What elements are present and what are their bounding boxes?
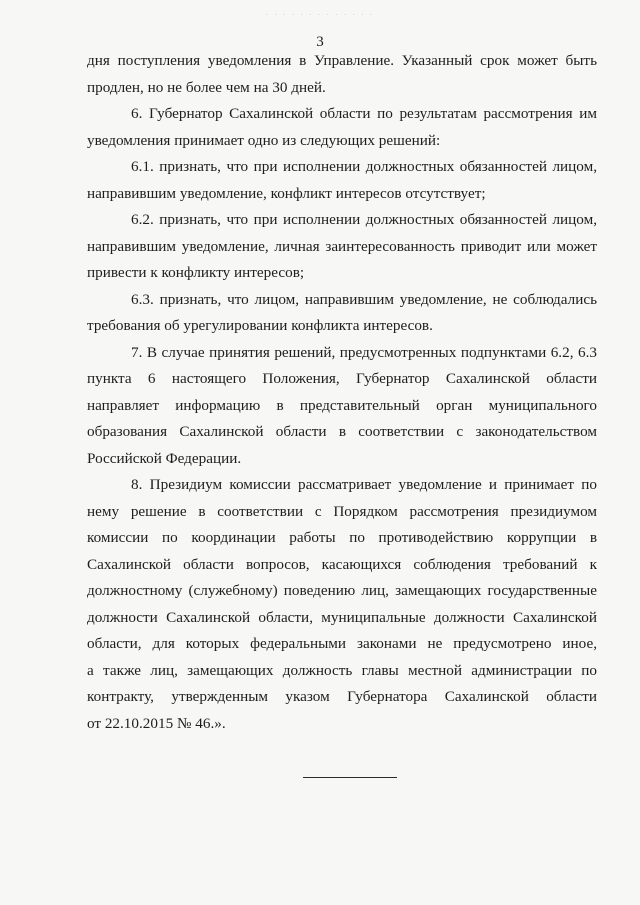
text-line: 8. Президиум комиссии рассматривает уведомление и принимает по <box>131 476 597 493</box>
text-line: направившим уведомление, конфликт интересов отсутствует; <box>87 184 486 202</box>
text-line: пункта 6 настоящего Положения, Губернатор Сахалинской области <box>87 370 597 387</box>
text-line: направляет информацию в представительный орган муниципального <box>87 396 597 414</box>
text-line: Сахалинской области вопросов, касающихся соблюдения требований к <box>87 555 597 573</box>
text-line: Российской Федерации. <box>87 449 242 467</box>
text-line: привести к конфликту интересов; <box>87 264 305 281</box>
header-stamp: · · · · · · · · · · · · · <box>265 10 375 19</box>
text-line: направившим уведомление, личная заинтересованность приводит или может <box>87 237 597 255</box>
text-line: должности Сахалинской области, муниципальные должности Сахалинской <box>87 608 597 626</box>
text-line: продлен, но не более чем на 30 дней. <box>87 78 326 96</box>
text-line: уведомления принимает одно из следующих решений: <box>87 131 441 149</box>
text-line: должностному (служебному) поведению лиц, замещающих государственные <box>87 582 597 599</box>
text-line: требования об урегулировании конфликта интересов. <box>87 317 433 334</box>
text-line: нему решение в соответствии с Порядком рассмотрения президиумом <box>87 502 597 520</box>
document-body <box>87 48 597 737</box>
text-line: 6.1. признать, что при исполнении должностных обязанностей лицом, <box>131 158 597 175</box>
text-line: от 22.10.2015 № 46.». <box>87 714 226 732</box>
text-line: комиссии по координации работы по противодействию коррупции в <box>87 529 597 546</box>
end-rule <box>303 777 397 778</box>
text-line: 7. В случае принятия решений, предусмотренных подпунктами 6.2, 6.3 <box>131 343 597 361</box>
text-line: контракту, утвержденным указом Губернатора Сахалинской области <box>87 688 597 705</box>
text-line: дня поступления уведомления в Управление. Указанный срок может быть <box>87 52 597 69</box>
page-number: 3 <box>316 34 324 50</box>
text-line: области, для которых федеральными законами не предусмотрено иное, <box>87 635 597 652</box>
text-line: образования Сахалинской области в соответствии с законодательством <box>87 423 597 440</box>
text-line: 6. Губернатор Сахалинской области по результатам рассмотрения им <box>131 105 597 122</box>
text-line: а также лиц, замещающих должность главы местной администрации по <box>87 661 597 679</box>
text-line: 6.2. признать, что при исполнении должностных обязанностей лицом, <box>131 211 597 228</box>
text-line: 6.3. признать, что лицом, направившим уведомление, не соблюдались <box>131 290 597 308</box>
